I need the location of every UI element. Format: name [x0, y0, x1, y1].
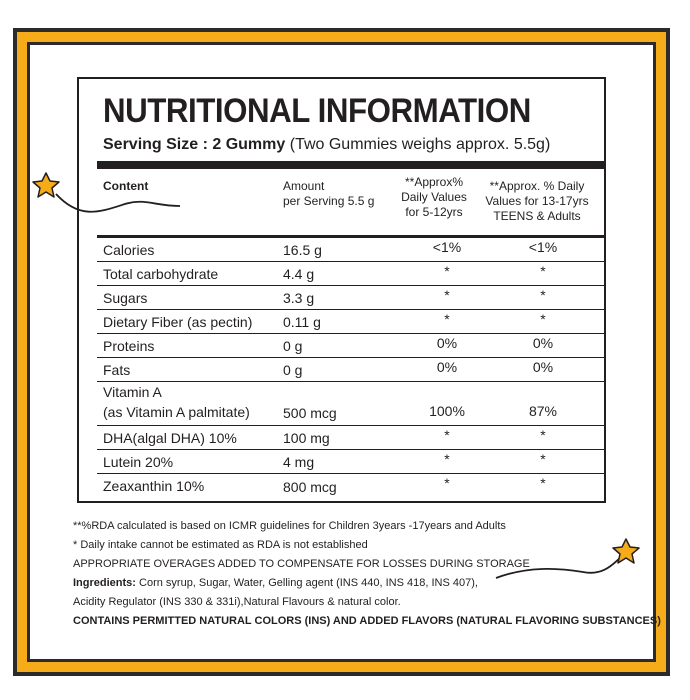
header-dv-teens-line3: TEENS & Adults — [493, 209, 581, 223]
row-amount: 0 g — [283, 338, 303, 354]
row-dv-kids: 0% — [436, 335, 458, 351]
serving-size-label: Serving Size : 2 Gummy — [103, 136, 286, 153]
row-amount: 500 mcg — [283, 405, 337, 421]
header-dv-teens-line1: **Approx. % Daily — [489, 179, 585, 193]
daily-intake-note: * Daily intake cannot be estimated as RDA is not established — [73, 539, 368, 551]
row-name: Sugars — [103, 290, 148, 306]
row-amount: 100 mg — [283, 430, 330, 446]
header-dv-teens — [481, 179, 593, 224]
serving-size — [103, 136, 550, 154]
header-dv-kids-line1: **Approx% — [404, 175, 464, 189]
row-name: Lutein 20% — [103, 454, 174, 470]
table-row — [97, 450, 604, 474]
overages-note: APPROPRIATE OVERAGES ADDED TO COMPENSATE FOR LOSSES DURING STORAGE — [73, 558, 530, 570]
row-dv-kids: <1% — [432, 239, 462, 255]
nutrition-panel — [77, 77, 606, 503]
row-dv-kids: * — [444, 475, 450, 491]
row-dv-kids: 100% — [429, 403, 465, 419]
panel-title: NUTRITIONAL INFORMATION — [103, 92, 531, 130]
row-amount: 3.3 g — [283, 290, 315, 306]
ingredients-text-line2: Acidity Regulator (INS 330 & 331i),Natural Flavours & natural color. — [73, 596, 401, 608]
row-amount: 16.5 g — [283, 242, 322, 258]
header-content: Content — [103, 179, 149, 193]
header-dv-kids — [389, 175, 479, 220]
thick-divider — [97, 161, 604, 169]
header-dv-kids-line2: Daily Values — [401, 190, 467, 204]
table-row — [97, 262, 604, 286]
row-dv-teens: * — [540, 475, 546, 491]
star-icon — [33, 173, 59, 197]
table-row — [97, 426, 604, 450]
header-amount-line2: per Serving 5.5 g — [283, 194, 375, 208]
row-dv-kids: * — [444, 263, 450, 279]
header-amount — [283, 179, 374, 209]
row-amount: 4 mg — [283, 454, 315, 470]
table-row — [97, 286, 604, 310]
row-name: Calories — [103, 242, 155, 258]
row-name: Zeaxanthin 10% — [103, 478, 205, 494]
colors-note: CONTAINS PERMITTED NATURAL COLORS (INS) AND ADDED FLAVORS (NATURAL FLAVORING SUBSTANCES) — [73, 615, 661, 627]
row-dv-teens: <1% — [528, 239, 558, 255]
table-row — [97, 382, 604, 426]
row-name: Vitamin A — [103, 384, 162, 400]
row-dv-kids: 0% — [436, 359, 458, 375]
row-dv-teens: 0% — [532, 335, 554, 351]
header-dv-kids-line3: for 5-12yrs — [405, 205, 463, 219]
row-name: Fats — [103, 362, 131, 378]
row-dv-kids: * — [444, 311, 450, 327]
row-dv-teens: * — [540, 427, 546, 443]
table-row — [97, 238, 604, 262]
header-dv-teens-line2: Values for 13-17yrs — [485, 194, 589, 208]
table-row — [97, 474, 604, 498]
row-dv-teens: * — [540, 263, 546, 279]
ingredients-text: Corn syrup, Sugar, Water, Gelling agent (INS 440, INS 418, INS 407), — [135, 577, 478, 589]
row-dv-teens: * — [540, 451, 546, 467]
row-name-line2: (as Vitamin A palmitate) — [103, 404, 250, 420]
table-row — [97, 358, 604, 382]
row-amount: 0 g — [283, 362, 303, 378]
header-amount-line1: Amount — [283, 179, 325, 193]
row-dv-teens: * — [540, 287, 546, 303]
row-dv-kids: * — [444, 427, 450, 443]
row-name: DHA(algal DHA) 10% — [103, 430, 237, 446]
footnotes — [73, 517, 661, 631]
row-dv-kids: * — [444, 451, 450, 467]
serving-size-note: (Two Gummies weighs approx. 5.5g) — [289, 136, 551, 153]
row-dv-teens: 0% — [532, 359, 554, 375]
row-name: Dietary Fiber (as pectin) — [103, 314, 253, 330]
row-name: Proteins — [103, 338, 155, 354]
row-amount: 4.4 g — [283, 266, 315, 282]
row-dv-teens: * — [540, 311, 546, 327]
table-row — [97, 334, 604, 358]
row-name: Total carbohydrate — [103, 266, 219, 282]
ingredients-label: Ingredients: — [73, 577, 136, 589]
row-dv-teens: 87% — [528, 403, 558, 419]
row-amount: 800 mcg — [283, 479, 337, 495]
row-amount: 0.11 g — [283, 314, 321, 330]
ingredients — [73, 574, 661, 593]
rda-note: **%RDA calculated is based on ICMR guidelines for Children 3years -17years and Adults — [73, 520, 506, 532]
table-row — [97, 310, 604, 334]
row-dv-kids: * — [444, 287, 450, 303]
